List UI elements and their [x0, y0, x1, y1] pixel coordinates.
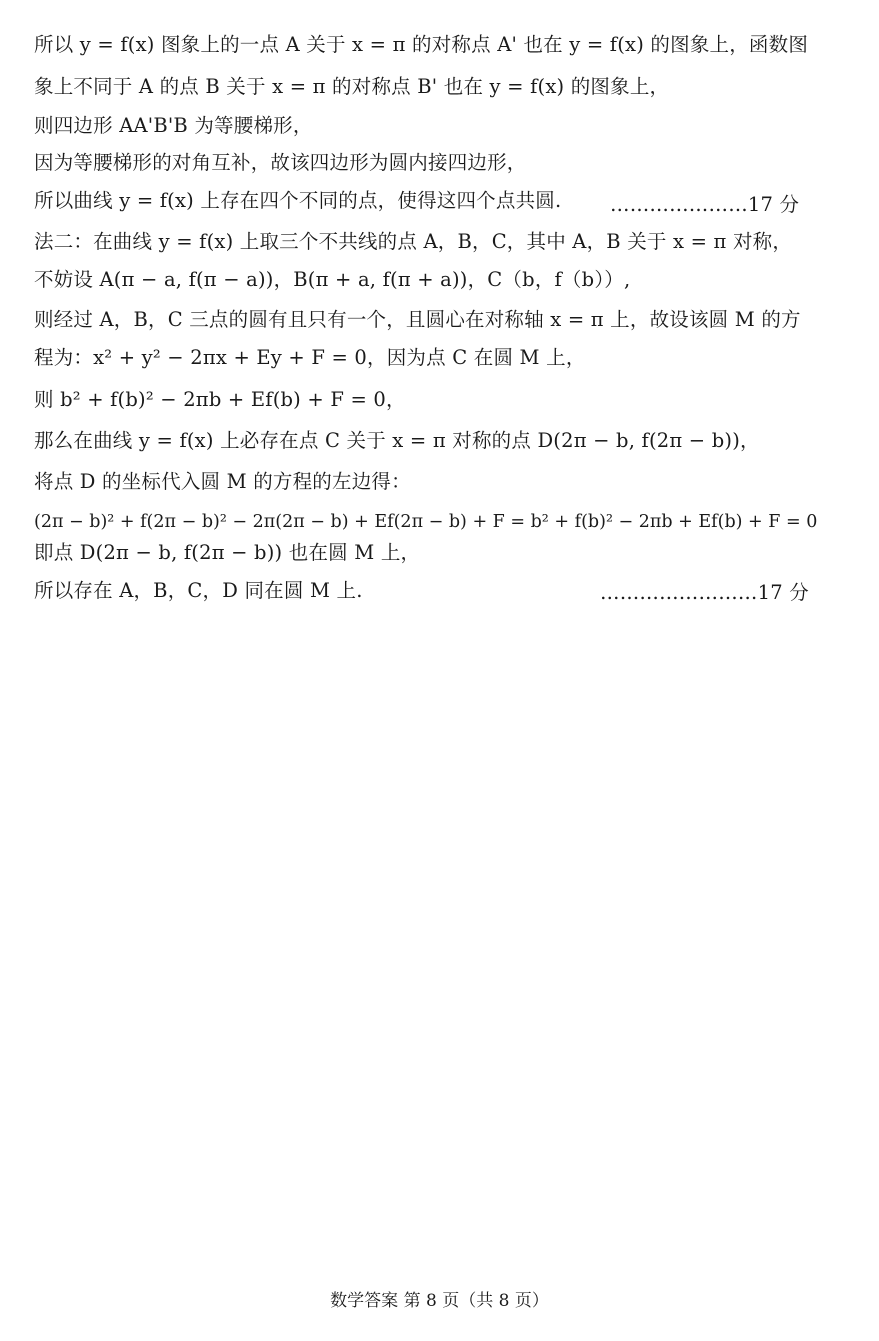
- answer-line-13: [34, 509, 817, 535]
- answer-line-15-text: 所以存在 A，B，C，D 同在圆 M 上.: [34, 579, 363, 602]
- answer-line-9-text: 程为：x² + y² − 2πx + Ey + F = 0，因为点 C 在圆 M 上，: [34, 346, 586, 369]
- answer-line-1-text: 所以 y = f(x) 图象上的一点 A 关于 x = π 的对称点 A' 也在 y = f(x) 的图象上，函数图: [34, 33, 809, 56]
- answer-line-14-text: 即点 D(2π − b, f(2π − b)) 也在圆 M 上，: [34, 541, 421, 564]
- answer-line-11-text: 那么在曲线 y = f(x) 上必存在点 C 关于 x = π 对称的点 D(2π − b, f(2π − b))，: [34, 429, 760, 452]
- answer-line-2-text: 象上不同于 A 的点 B 关于 x = π 的对称点 B' 也在 y = f(x) 的图象上，: [34, 75, 670, 98]
- page-footer: 数学答案 第 8 页（共 8 页）: [330, 1291, 549, 1311]
- answer-line-5: [34, 188, 800, 216]
- answer-line-15: [34, 578, 809, 604]
- answer-line-8-text: 则经过 A，B，C 三点的圆有且只有一个，且圆心在对称轴 x = π 上，故设该圆 M 的方: [34, 308, 801, 331]
- answer-line-10: [34, 387, 406, 413]
- answer-line-1: [34, 32, 808, 58]
- answer-line-4-text: 因为等腰梯形的对角互补，故该四边形为圆内接四边形，: [34, 151, 527, 174]
- answer-line-11: [34, 428, 760, 454]
- answer-line-3: [34, 113, 313, 139]
- answer-line-7-text: 不妨设 A(π − a, f(π − a))，B(π + a, f(π + a))，C（b，f（b））,: [34, 268, 631, 291]
- answer-line-7: [34, 267, 630, 293]
- answer-line-8: [34, 307, 801, 333]
- answer-line-5-text: 所以曲线 y = f(x) 上存在四个不同的点，使得这四个点共圆.: [34, 189, 562, 212]
- answer-line-4: [34, 150, 527, 176]
- score-mark-1: …………………17 分: [610, 193, 800, 216]
- answer-line-10-text: 则 b² + f(b)² − 2πb + Ef(b) + F = 0，: [34, 388, 406, 411]
- answer-line-12-text: 将点 D 的坐标代入圆 M 的方程的左边得：: [34, 470, 411, 493]
- answer-line-3-text: 则四边形 AA'B'B 为等腰梯形，: [34, 114, 313, 137]
- answer-line-6-text: 法二：在曲线 y = f(x) 上取三个不共线的点 A，B，C，其中 A，B 关于 x = π 对称，: [34, 230, 793, 253]
- answer-line-2: [34, 74, 669, 100]
- score-mark-2: ……………………17 分: [600, 581, 809, 604]
- answer-line-6: [34, 229, 792, 255]
- answer-line-14: [34, 540, 420, 566]
- answer-line-12: [34, 469, 411, 495]
- answer-line-9: [34, 345, 586, 371]
- answer-line-13-text: (2π − b)² + f(2π − b)² − 2π(2π − b) + Ef(2π − b) + F = b² + f(b)² − 2πb + Ef(b) + F = 0: [34, 512, 818, 532]
